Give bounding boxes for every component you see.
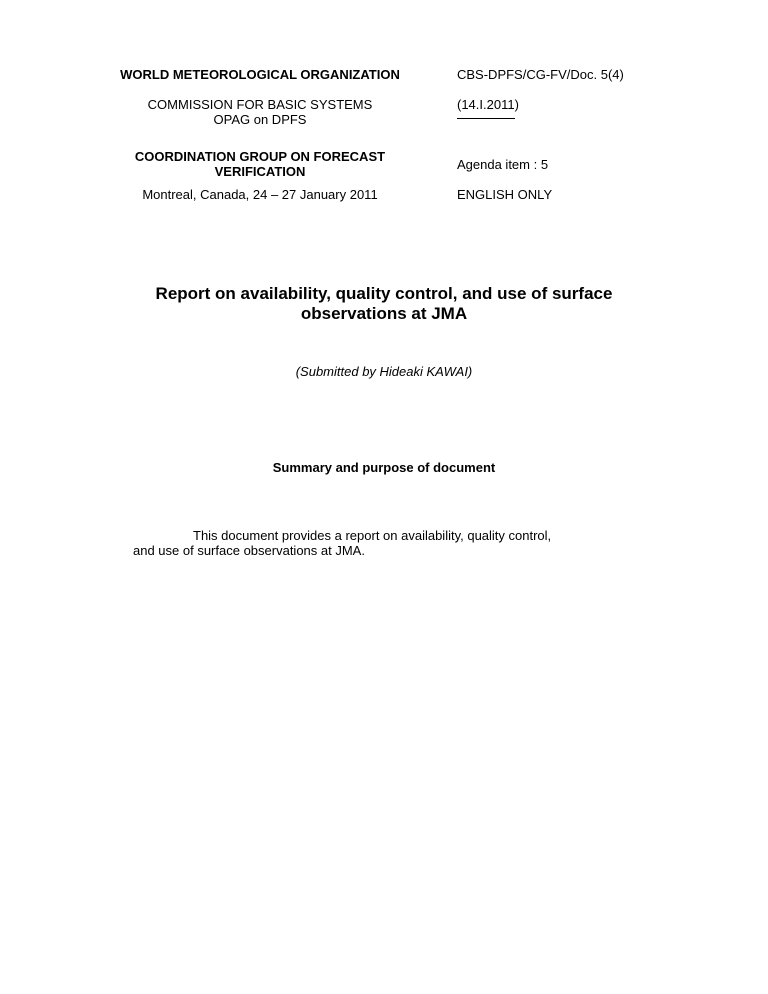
opag-name: OPAG on DPFS (213, 112, 307, 127)
summary-body-line2: and use of surface observations at JMA. (133, 543, 365, 558)
commission-name: COMMISSION FOR BASIC SYSTEMS (147, 97, 373, 112)
document-date: (14.I.2011) (457, 97, 519, 112)
group-block (70, 149, 450, 179)
group-name-line2: VERIFICATION (214, 164, 306, 179)
title-line2: observations at JMA (300, 304, 468, 323)
document-reference: CBS-DPFS/CG-FV/Doc. 5(4) (457, 67, 624, 82)
meeting-location-date: Montreal, Canada, 24 – 27 January 2011 (142, 187, 378, 202)
title-line1: Report on availability, quality control, and use of surface (155, 284, 613, 303)
group-name-line1: COORDINATION GROUP ON FORECAST (134, 149, 386, 164)
document-date-block (457, 97, 717, 119)
commission-block (70, 97, 450, 127)
submitted-by: (Submitted by Hideaki KAWAI) (295, 364, 473, 379)
date-underline-divider (457, 118, 515, 119)
agenda-item: Agenda item : 5 (457, 157, 549, 172)
summary-body-line1: This document provides a report on availability, quality control, (193, 528, 552, 543)
language-note: ENGLISH ONLY (457, 187, 553, 202)
summary-heading: Summary and purpose of document (272, 460, 496, 475)
document-title (84, 284, 684, 324)
organization-name: WORLD METEOROLOGICAL ORGANIZATION (120, 67, 400, 82)
summary-body (133, 528, 603, 558)
